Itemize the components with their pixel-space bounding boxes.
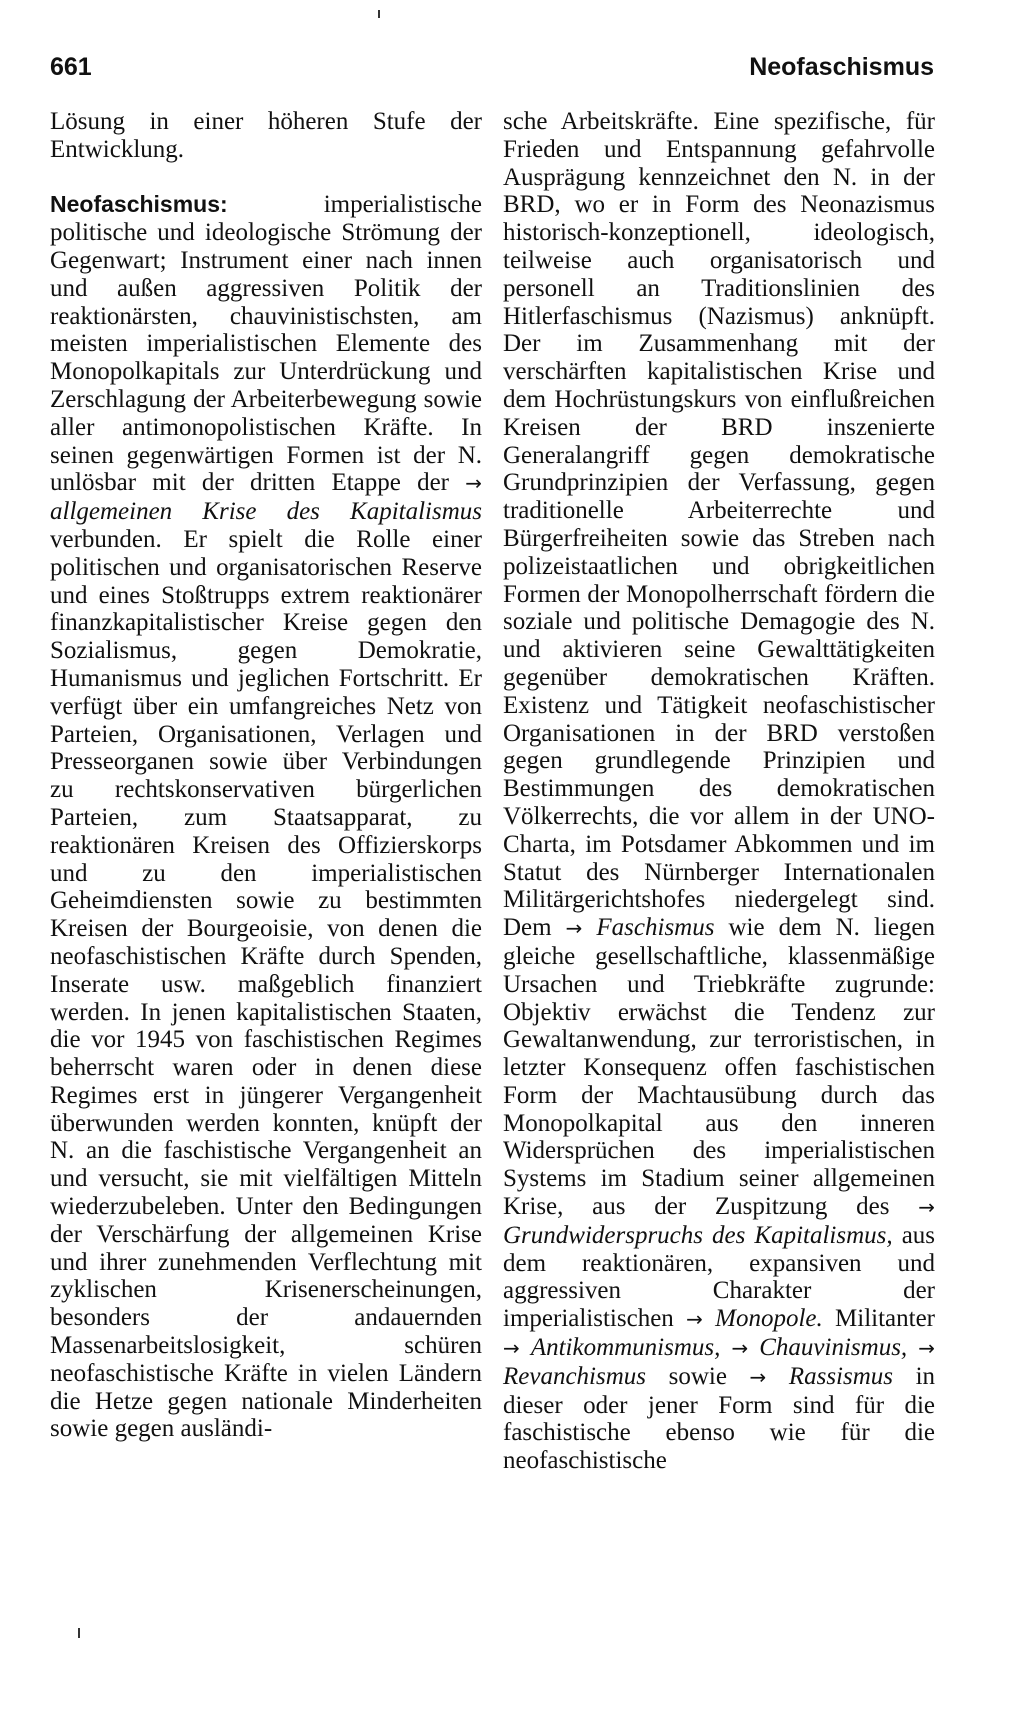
cross-reference-arrow-icon: → xyxy=(565,916,583,941)
entry-text-2: verbunden. Er spielt die Rolle einer politischen und organisatorischen Reserve und eines Stoßtrupps extrem reaktionärer finanzkapitalistischer Kreise gegen den Sozialismus, gegen Demokratie, Humanismus und jeglichen Fortschritt. Er verfügt über ein umfangreiches Netz von Parteien, Organisationen, Verlagen und Presseorganen sowie über Verbindungen zu rechtskonservativen bürgerlichen Parteien, zum Staatsapparat, zu reaktionären Kreisen des Offizierskorps und zu den imperialistischen Geheimdiensten sowie zu bestimmten Kreisen der Bourgeoisie, von denen die neofaschistischen Kräfte durch Spenden, Inserate usw. maßgeblich finanziert werden. In jenen kapitalistischen Staaten, die vor 1945 von faschistischen Regimes beherrscht waren oder in denen diese Regimes erst in jüngerer Vergangenheit überwunden werden konnten, knüpft der N. an die faschistische Vergangenheit an und versucht, sie mit vielfältigen Mitteln wiederzubeleben. Unter den Bedingungen der Verschärfung der allgemeinen Krise und ihrer zunehmenden Verflechtung mit zyklischen Krisenerscheinungen, besonders der andauernden Massenarbeitslosigkeit, schüren neofaschistische Kräfte in vielen Ländern die Hetze gegen nationale Minderheiten sowie gegen ausländi- xyxy=(50,525,482,1443)
cross-reference-arrow-icon: → xyxy=(686,1307,703,1332)
left-column xyxy=(50,108,482,1443)
page-number: 661 xyxy=(50,53,92,81)
right-column xyxy=(503,108,935,1475)
cross-reference-faschismus[interactable]: Faschismus xyxy=(596,914,715,942)
entry-paragraph xyxy=(50,191,482,1443)
cross-reference-revanchismus[interactable]: Revanchismus xyxy=(503,1362,647,1390)
entry-lemma: Neofaschismus: xyxy=(50,191,228,218)
entry-text-5: aus dem reaktionären, expansiven und aggressiven Charakter der imperialistischen xyxy=(503,1221,936,1333)
cross-reference-arrow-icon: → xyxy=(731,1336,749,1361)
cross-reference-arrow-icon: → xyxy=(918,1336,935,1361)
running-head: Neofaschismus xyxy=(749,53,934,81)
cross-reference-grundwiderspruch[interactable]: Grundwiderspruchs des Kapitalismus, xyxy=(503,1221,893,1249)
paragraph-continuation xyxy=(50,108,482,164)
continuation-text: Lösung in einer höheren Stufe der Entwicklung. xyxy=(50,108,482,163)
cross-reference-arrow-icon: → xyxy=(749,1364,767,1389)
entry-paragraph-continued xyxy=(503,108,935,1475)
cross-reference-allgemeine-krise[interactable]: allgemeinen Krise des Kapitalismus xyxy=(50,498,482,526)
scan-mark-bottom xyxy=(78,1628,80,1638)
cross-reference-chauvinismus[interactable]: Chauvinismus, xyxy=(759,1334,908,1362)
cross-reference-arrow-icon: → xyxy=(465,471,482,496)
entry-text-3: sche Arbeitskräfte. Eine spezifische, für Frieden und Entspannung gefahrvolle Ausprägung kennzeichnet den N. in der BRD, wo er in Form des Neonazismus historisch-konzeptionell, ideologisch, teilweise auch organisatorisch und personell an Traditionslinien des Hitlerfaschismus (Nazismus) anknüpft. Der im Zusammenhang mit der verschärften kapitalistischen Krise und dem Hochrüstungskurs von einflußreichen Kreisen der BRD inszenierte Generalangriff gegen demokratische Grundprinzipien der Verfassung, gegen traditionelle Arbeiterrechte und Bürgerfreiheiten sowie das Streben nach polizeistaatlichen und obrigkeitlichen Formen der Monopolherrschaft fördern die soziale und politische Demagogie des N. und aktivieren seine Gewalttätigkeiten gegenüber demokratischen Kräften. Existenz und Tätigkeit neofaschistischer Organisationen in der BRD verstoßen gegen grundlegende Prinzipien und Bestimmungen des demokratischen Völkerrechts, die vor allem in der UNO-Charta, im Potsdamer Abkommen und im Statut des Nürnberger Internationalen Militärgerichtshofes niedergelegt sind. Dem xyxy=(503,108,935,942)
cross-reference-arrow-icon: → xyxy=(503,1336,520,1361)
cross-reference-antikommunismus[interactable]: Antikommunismus, xyxy=(530,1334,721,1362)
cross-reference-arrow-icon: → xyxy=(918,1195,936,1220)
cross-reference-rassismus[interactable]: Rassismus xyxy=(788,1362,893,1390)
entry-text-1: imperialistische politische und ideologische Strömung der Gegenwart; Instrument einer nach innen und außen aggressiven Politik der reaktionärsten, chauvinistischsten, am meisten imperialistischen Elemente des Monopolkapitals zur Unterdrückung und Zerschlagung der Arbeiterbewegung sowie aller antimonopolistischen Kräfte. In seinen gegenwärtigen Formen ist der N. unlösbar mit der dritten Etappe der xyxy=(50,191,482,497)
entry-text-4: wie dem N. liegen gleiche gesellschaftliche, klassenmäßige Ursachen und Triebkräfte zugrunde: Objektiv erwächst die Tendenz zur Gewaltanwendung, zur terroristischen, in letzter Konsequenz offen faschistischen Form der Machtausübung durch das Monopolkapital aus den inneren Widersprüchen des imperialistischen Systems im Stadium seiner allgemeinen Krise, aus der Zuspitzung des xyxy=(503,914,936,1221)
entry-text-6: Militanter xyxy=(835,1305,936,1333)
entry-text-8: in dieser oder jener Form sind für die faschistische ebenso wie für die neofaschistische xyxy=(503,1362,936,1475)
cross-reference-monopole[interactable]: Monopole. xyxy=(715,1305,823,1333)
scan-mark-top xyxy=(378,10,380,18)
entry-text-7: sowie xyxy=(668,1362,727,1390)
